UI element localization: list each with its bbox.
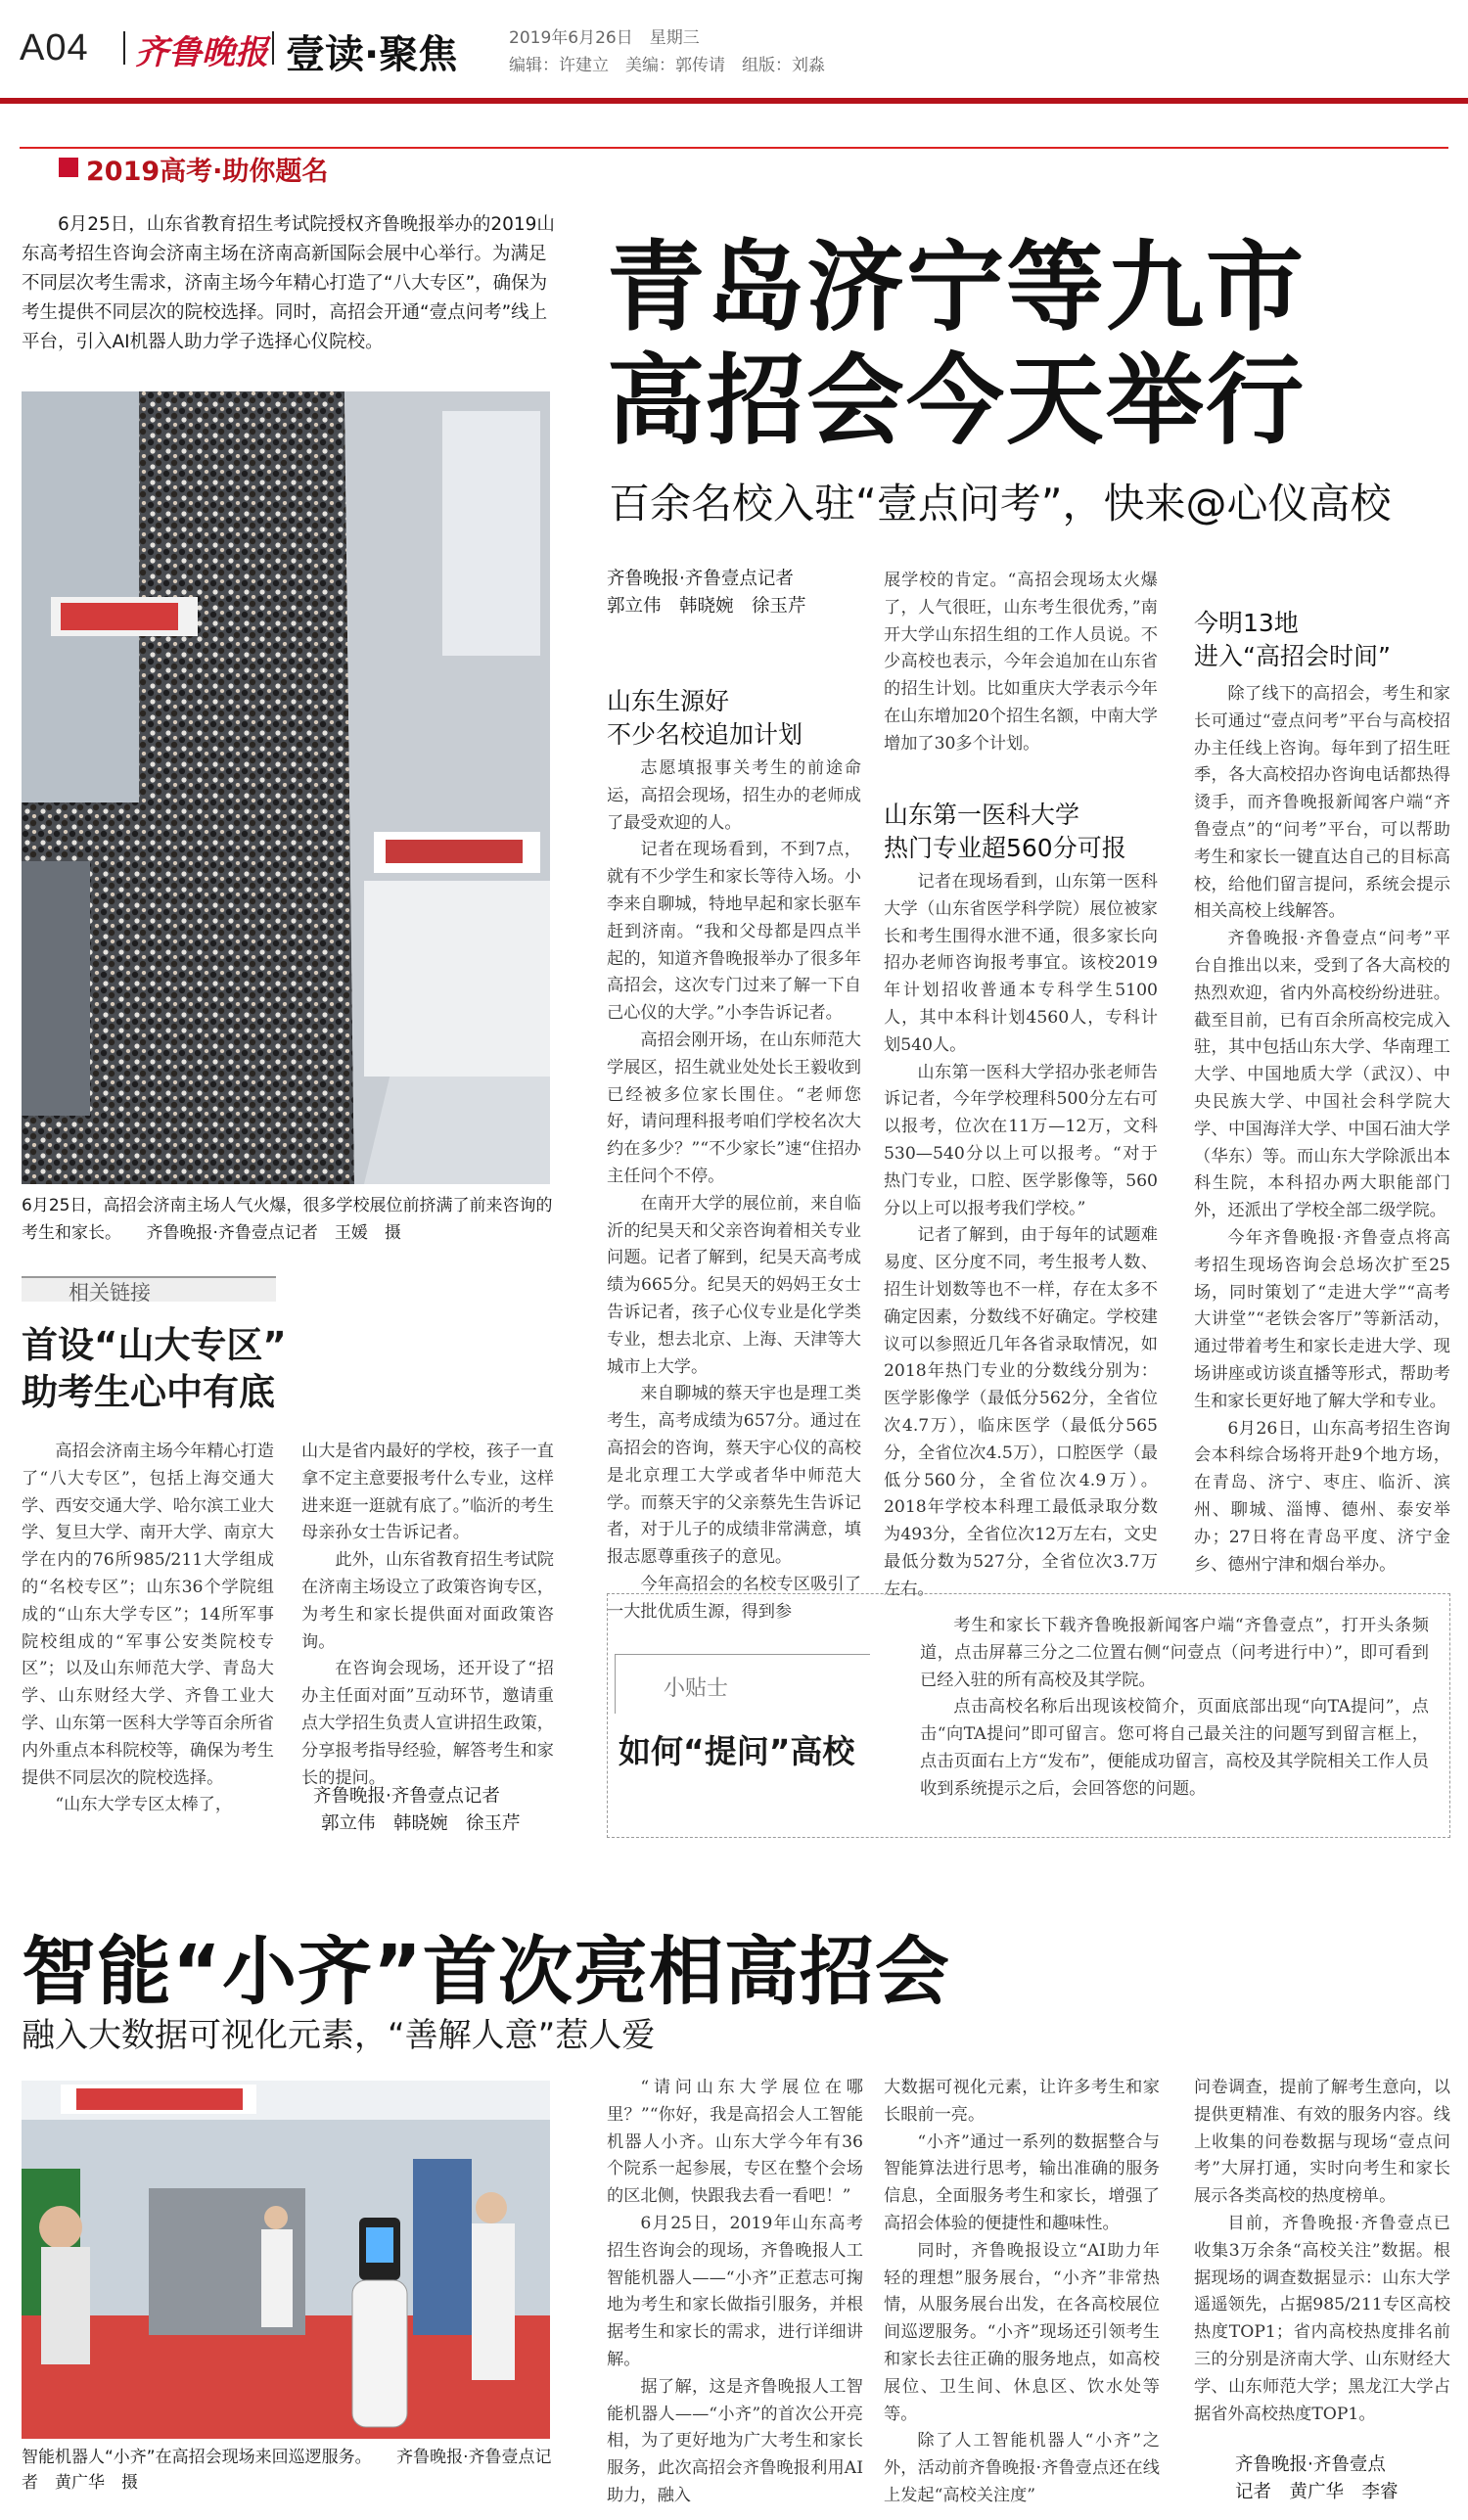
- paragraph: “请问山东大学展位在哪里？”“你好，我是高招会人工智能机器人小齐。山东大学今年有36个院系一起参展，专区在整个会场的区北侧，快跟我去看一看吧！”: [607, 2078, 863, 2207]
- paragraph: 大数据可视化元素，让许多考生和家长眼前一亮。: [884, 2078, 1160, 2125]
- newspaper-logo: 齐鲁晚报: [135, 33, 268, 72]
- paragraph: 山大是省内最好的学校，孩子一直拿不定主意要报考什么专业，这样进来逛一逛就有底了。”临沂的考生母亲孙女士告诉记者。: [301, 1442, 555, 1543]
- paragraph: 今年高招会的名校专区吸引了一大批优质生源，得到参: [607, 1574, 861, 1622]
- masthead-rule: [0, 98, 1468, 104]
- byline: [1235, 2451, 1399, 2506]
- story2-subtitle: 融入大数据可视化元素，“善解人意”惹人爱: [22, 2016, 656, 2055]
- masthead-divider: [272, 31, 274, 65]
- tip-label: 小贴士: [664, 1676, 729, 1701]
- paragraph: 高招会济南主场今年精心打造了“八大专区”，包括上海交通大学、西安交通大学、哈尔滨工业大学、复旦大学、南开大学、南京大学在内的76所985/211大学组成的“名校专区”；山东36个学院组成的“山东大学专区”；14所军事院校组成的“军事公安类院校专区”；以及山东师范大学、青岛大学、山东财经大学、齐鲁工业大学、山东第一医科大学等百余所省内外重点本科院校等，确保为考生提供不同层次的院校选择。: [22, 1442, 274, 1788]
- crowd-photo: [22, 391, 550, 1184]
- topic-rule: [20, 147, 1448, 149]
- byline-line: 齐鲁晚报·齐鲁壹点记者: [313, 1786, 500, 1807]
- page-number: A04: [20, 27, 89, 69]
- byline-line: 记者 黄广华 李睿: [1235, 2482, 1399, 2502]
- subheading: [1194, 607, 1391, 673]
- paragraph: 问卷调查，提前了解考生意向，以提供更精准、有效的服务内容。线上收集的问卷数据与现场“壹点问考”大屏打通，实时向考生和家长展示各类高校的热度榜单。: [1194, 2078, 1450, 2207]
- article-column: [607, 756, 861, 1627]
- section-title: 壹读·聚焦: [286, 32, 458, 77]
- subheading-line: 热门专业超560分可报: [884, 834, 1126, 862]
- byline-line: 郭立伟 韩晓婉 徐玉芹: [607, 596, 806, 617]
- subheading-line: 进入“高招会时间”: [1194, 642, 1391, 670]
- paragraph: 展学校的肯定。“高招会现场太火爆了，人气很旺，山东考生很优秀，”南开大学山东招生组的工作人员说。不少高校也表示，今年会追加在山东省的招生计划。比如重庆大学表示今年在山东增加20个招生名额，中南大学增加了30多个计划。: [884, 571, 1158, 754]
- paragraph: 除了人工智能机器人“小齐”之外，活动前齐鲁晚报·齐鲁壹点还在线上发起“高校关注度”: [884, 2431, 1160, 2505]
- byline: [607, 566, 806, 620]
- subheading: [607, 685, 803, 752]
- paragraph: 山东第一医科大学招办张老师告诉记者，今年学校理科500分左右可以报考，位次在11万—12万，文科530—540分以上可以报考。“对于热门专业，口腔、医学影像等，560分以上可以报考我们学校。”: [884, 1062, 1158, 1218]
- paragraph: 今年齐鲁晚报·齐鲁壹点将高考招生现场咨询会总场次扩至25场，同时策划了“走进大学”“高考大讲堂”“老铁会客厅”等新活动，通过带着考生和家长走进大学、现场讲座或访谈直播等形式，帮助考生和家长更好地了解大学和专业。: [1194, 1227, 1450, 1411]
- article-column: [884, 2075, 1160, 2510]
- byline-line: 齐鲁晚报·齐鲁壹点记者: [607, 569, 794, 589]
- paragraph: 6月25日，2019年山东高考招生咨询会的现场，齐鲁晚报人工智能机器人——“小齐”正惹志可掬地为考生和家长做指引服务，并根据考生和家长的需求，进行详细讲解。: [607, 2213, 863, 2369]
- paragraph: 6月26日，山东高考招生咨询会本科综合场将开赴9个地方场，在青岛、济宁、枣庄、临沂、滨州、聊城、淄博、德州、泰安举办；27日将在青岛平度、济宁金乡、德州宁津和烟台举办。: [1194, 1418, 1450, 1575]
- paragraph: 考生和家长下载齐鲁晚报新闻客户端“齐鲁壹点”，打开头条频道，点击屏幕三分之二位置右侧“问壹点（问考进行中）”，即可看到已经入驻的所有高校及其学院。: [920, 1616, 1429, 1690]
- paragraph: 齐鲁晚报·齐鲁壹点“问考”平台自推出以来，受到了各大高校的热烈欢迎，省内外高校纷纷进驻。截至目前，已有百余所高校完成入驻，其中包括山东大学、华南理工大学、中国地质大学（武汉）、中央民族大学、中国社会科学院大学、中国海洋大学、中国石油大学（华东）等。而山东大学除派出本科生院，本科招办两大职能部门外，还派出了学校全部二级学院。: [1194, 929, 1450, 1221]
- paragraph: “山东大学专区太棒了，: [55, 1795, 233, 1815]
- paragraph: 除了线下的高招会，考生和家长可通过“壹点问考”平台与高校招办主任线上咨询。每年到了招生旺季，各大高校招办咨询电话都热得烫手，而齐鲁晚报新闻客户端“齐鲁壹点”的“问考”平台，可以帮助考生和家长一键直达自己的目标高校，给他们留言提问，系统会提示相关高校上线解答。: [1194, 684, 1450, 922]
- paragraph: 此外，山东省教育招生考试院在济南主场设立了政策咨询专区，为考生和家长提供面对面政策咨询。: [301, 1550, 554, 1652]
- headline-line-1: 青岛济宁等九市: [607, 230, 1306, 344]
- byline-line: 郭立伟 韩晓婉 徐玉芹: [321, 1813, 521, 1834]
- subheading-line: 山东生源好: [607, 687, 730, 715]
- tip-title: 如何“提问”高校: [619, 1732, 855, 1770]
- related-title-line-1: 首设“山大专区”: [22, 1324, 287, 1366]
- paragraph: 目前，齐鲁晚报·齐鲁壹点已收集3万余条“高校关注”数据。根据现场的调查数据显示：山东大学遥遥领先，占据985/211专区高校热度TOP1；省内高校热度排名前三的分别是济南大学、山东财经大学、山东师范大学；黑龙江大学占据省外高校热度TOP1。: [1194, 2213, 1450, 2424]
- byline-line: 齐鲁晚报·齐鲁壹点: [1235, 2454, 1386, 2475]
- publication-date: 2019年6月26日 星期三: [509, 28, 700, 48]
- paragraph: 来自聊城的蔡天宇也是理工类考生，高考成绩为657分。通过在高招会的咨询，蔡天宇心仪的高校是北京理工大学或者华中师范大学。而蔡天宇的父亲蔡先生告诉记者，对于儿子的成绩非常满意，填报志愿尊重孩子的意见。: [607, 1384, 861, 1568]
- topic-label: 2019高考·助你题名: [86, 157, 329, 187]
- photo-caption: 智能机器人“小齐”在高招会现场来回巡逻服务。 齐鲁晚报·齐鲁壹点记者 黄广华 摄: [22, 2448, 552, 2493]
- robot-photo: [22, 2081, 550, 2439]
- related-title-line-2: 助考生心中有底: [22, 1371, 275, 1413]
- paragraph: 记者在现场看到，山东第一医科大学（山东省医学科学院）展位被家长和考生围得水泄不通，很多家长向招办老师咨询报考事宜。该校2019年计划招收普通本专科学生5100人，其中本科计划4560人，专科计划540人。: [884, 872, 1158, 1055]
- paragraph: 点击高校名称后出现该校简介，页面底部出现“向TA提问”，点击“向TA提问”即可留言。您可将自己最关注的问题写到留言框上，点击页面右上方“发布”，便能成功留言，高校及其学院相关工作人员收到系统提示之后，会回答您的问题。: [920, 1697, 1429, 1799]
- related-link-label: 相关链接: [69, 1281, 151, 1305]
- paragraph: 据了解，这是齐鲁晚报人工智能机器人——“小齐”的首次公开亮相，为了更好地为广大考生和家长服务，此次高招会齐鲁晚报利用AI助力，融入: [607, 2376, 863, 2505]
- paragraph: 同时，齐鲁晚报设立“AI助力年轻的理想”服务展台，“小齐”非常热情，从服务展台出发，在各高校展位间巡逻服务。“小齐”现场还引领考生和家长去往正确的服务地点，如高校展位、卫生间、休息区、饮水处等等。: [884, 2240, 1160, 2424]
- photo-caption: 6月25日，高招会济南主场人气火爆，很多学校展位前挤满了前来咨询的考生和家长。 齐鲁晚报·齐鲁壹点记者 王媛 摄: [22, 1196, 553, 1243]
- subheading-line: 不少名校追加计划: [607, 720, 803, 749]
- subheading: [884, 799, 1126, 865]
- paragraph: 志愿填报事关考生的前途命运，高招会现场，招生办的老师成了最受欢迎的人。: [607, 758, 861, 833]
- paragraph: 记者在现场看到，不到7点，就有不少学生和家长等待入场。小李来自聊城，特地早起和家长驱车赶到济南。“我和父母都是四点半起的，知道齐鲁晚报举办了很多年高招会，这次专门过来了解一下自己心仪的大学。”小李告诉记者。: [607, 840, 861, 1024]
- lead-paragraph: 6月25日，山东省教育招生考试院授权齐鲁晚报举办的2019山东高考招生咨询会济南主场在济南高新国际会展中心举行。为满足不同层次考生需求，济南主场今年精心打造了“八大专区”，确保为考生提供不同层次的院校选择。同时，高招会开通“壹点问考”线上平台，引入AI机器人助力学子选择心仪院校。: [22, 214, 555, 352]
- article-column: [1194, 681, 1450, 1579]
- paragraph: 记者了解到，由于每年的试题难易度、区分度不同，考生报考人数、招生计划数等也不一样，存在太多不确定因素，分数线不好确定。学校建议可以参照近几年各省录取情况，如2018年热门专业的分数线分别为：医学影像学（最低分562分，全省位次4.7万），临床医学（最低分565分，全省位次4.5万），口腔医学（最低分560分，全省位次4.9万）。2018年学校本科理工最低录取分数为493分，全省位次12万左右，文史最低分数为527分，全省位次3.7万左右。: [884, 1225, 1158, 1599]
- article-column: [1194, 2075, 1450, 2428]
- topic-square-icon: [59, 158, 78, 177]
- tip-label-frame: [615, 1654, 870, 1714]
- article-column: [607, 2075, 863, 2510]
- editor-credits: 编辑：许建立 美编：郭传请 组版：刘淼: [509, 56, 825, 75]
- subheading-line: 山东第一医科大学: [884, 801, 1080, 829]
- headline-line-2: 高招会今天举行: [607, 344, 1306, 458]
- article-column: [884, 568, 1158, 758]
- story2-headline: 智能“小齐”首次亮相高招会: [22, 1928, 950, 2015]
- masthead-divider: [123, 31, 125, 65]
- paragraph: 在咨询会现场，还开设了“招办主任面对面”互动环节，邀请重点大学招生负责人宣讲招生政策，分享报考指导经验，解答考生和家长的提问。: [301, 1659, 554, 1788]
- tip-body: [920, 1613, 1429, 1804]
- byline: [313, 1783, 521, 1838]
- article-column: [884, 869, 1158, 1604]
- paragraph: 在南开大学的展位前，来自临沂的纪昊天和父亲咨询着相关专业问题。记者了解到，纪昊天高考成绩为665分。纪昊天的妈妈王女士告诉记者，孩子心仪专业是化学类专业，想去北京、上海、天津等大城市上大学。: [607, 1193, 861, 1377]
- paragraph: “小齐”通过一系列的数据整合与智能算法进行思考，输出准确的服务信息，全面服务考生和家长，增强了高招会体验的便捷性和趣味性。: [884, 2131, 1160, 2233]
- article-column: [22, 1439, 274, 1819]
- paragraph: 高招会刚开场，在山东师范大学展区，招生就业处处长王毅收到已经被多位家长围住。“老师您好，请问理科报考咱们学校名次大约在多少？”“不少家长”速“住招办主任问个不停。: [607, 1030, 861, 1186]
- article-column: [301, 1439, 554, 1792]
- headline-subtitle: 百余名校入驻“壹点问考”，快来@心仪高校: [609, 480, 1392, 527]
- subheading-line: 今明13地: [1194, 609, 1299, 637]
